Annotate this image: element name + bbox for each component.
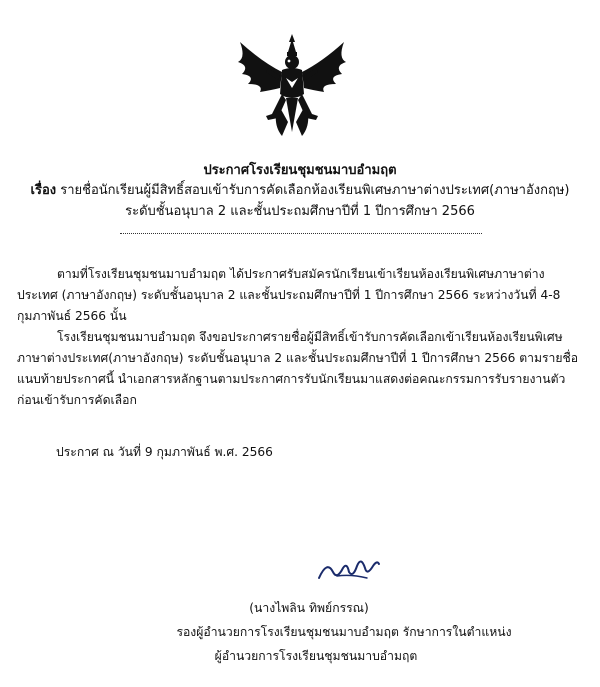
subject-text: รายชื่อนักเรียนผู้มีสิทธิ์สอบเข้ารับการคัดเลือกห้องเรียนพิเศษภาษาต่างประเทศ(ภาษาอังกฤษ)	[60, 183, 570, 198]
announcement-date: ประกาศ ณ วันที่ 9 กุมภาพันธ์ พ.ศ. 2566	[56, 445, 273, 459]
signatory-position-2: ผู้อำนวยการโรงเรียนชุมชนมาบอำมฤต	[214, 649, 418, 663]
document-subject	[0, 181, 600, 200]
signatory-position: รองผู้อำนวยการโรงเรียนชุมชนมาบอำมฤต รักษาการในตำแหน่ง	[176, 625, 512, 639]
document-title: ประกาศโรงเรียนชุมชนมาบอำมฤต	[203, 163, 397, 178]
handwritten-signature	[317, 552, 381, 584]
garuda-emblem-icon	[232, 32, 352, 140]
signatory-name: (นางไพลิน ทิพย์กรรณ)	[249, 601, 369, 615]
body-paragraph-2: โรงเรียนชุมชนมาบอำมฤต จึงขอประกาศรายชื่อผู้มีสิทธิ์เข้ารับการคัดเลือกเข้าเรียนห้องเรียนพิเศษภาษาต่างประเทศ(ภาษาอังกฤษ) ระดับชั้นอนุบาล 2 และชั้นประถมศึกษาปีที่ 1 ปีการศึกษา 2566 ตามรายชื่อแนบท้ายประกาศนี้ นำเอกสารหลักฐานตามประกาศการรับนักเรียนมาแสดงต่อคณะกรรมการรับรายงานตัวก่อนเข้ารับการคัดเลือก	[17, 330, 579, 407]
subject-label: เรื่อง	[30, 183, 57, 198]
document-subject-line2: ระดับชั้นอนุบาล 2 และชั้นประถมศึกษาปีที่ 1 ปีการศึกษา 2566	[125, 204, 475, 219]
dotted-divider	[120, 233, 482, 234]
body-paragraph-1: ตามที่โรงเรียนชุมชนมาบอำมฤต ได้ประกาศรับสมัครนักเรียนเข้าเรียนห้องเรียนพิเศษภาษาต่างประเทศ (ภาษาอังกฤษ) ระดับชั้นอนุบาล 2 และชั้นประถมศึกษาปีที่ 1 ปีการศึกษา 2566 ระหว่างวันที่ 4-8 กุมภาพันธ์ 2566 นั้น	[17, 267, 561, 323]
